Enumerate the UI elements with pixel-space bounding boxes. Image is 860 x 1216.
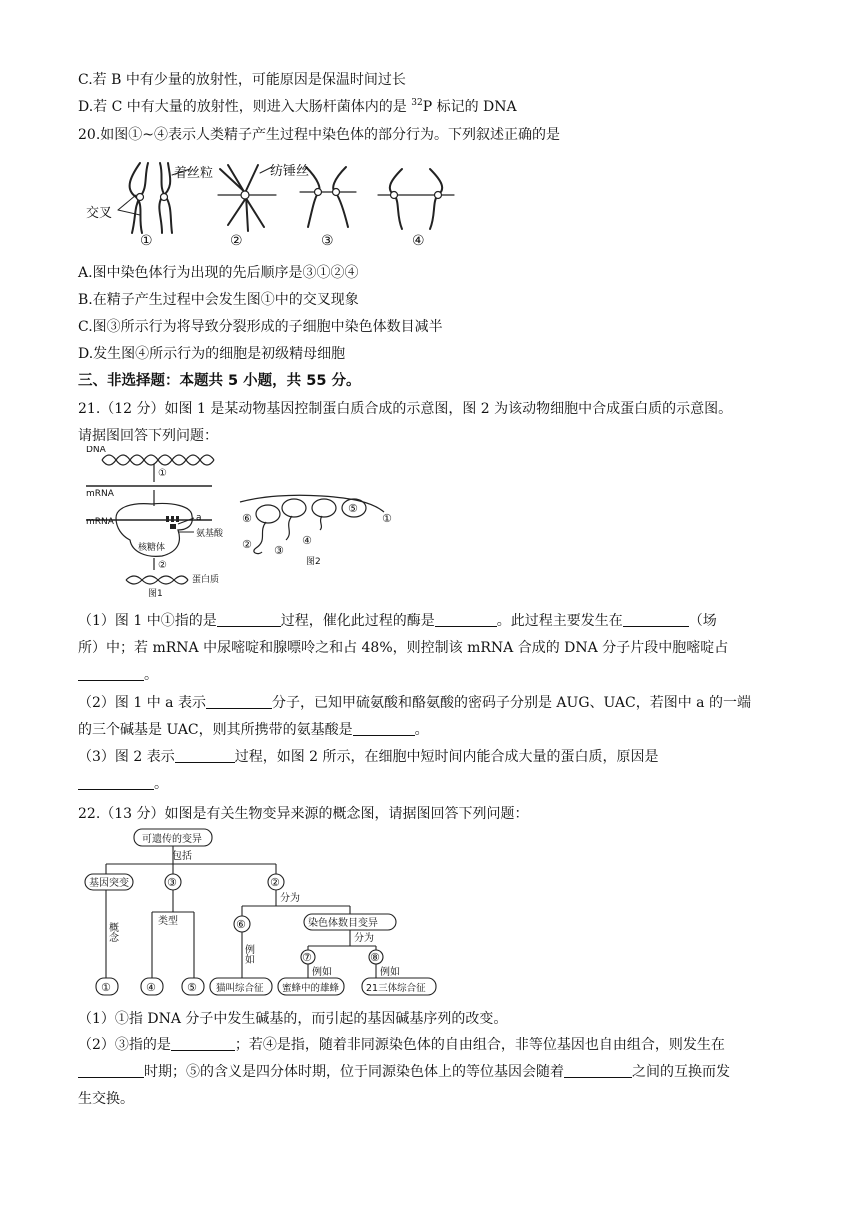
q21-p3-b: 过程，如图 2 所示，在细胞中短时间内能合成大量的蛋白质，原因是 — [234, 749, 659, 765]
q22-concept-map — [82, 826, 442, 1000]
node-5-label: ⑤ — [187, 981, 197, 994]
q21-p3-end: 。 — [154, 776, 168, 792]
q21-p2-c: 的三个碱基是 UAC，则其所携带的氨基酸是 — [78, 722, 353, 738]
fig2-ribosome-1 — [256, 505, 280, 523]
label-dna: DNA — [86, 446, 106, 455]
q22-p2-a: （2）③指的是 — [78, 1037, 171, 1053]
caption-fig-2: 图2 — [306, 557, 321, 567]
label-mrna-1: mRNA — [86, 489, 114, 499]
fig1-pointer-2 — [118, 210, 140, 215]
node-root-label: 可遗传的变异 — [142, 834, 202, 845]
trna-block-3 — [176, 516, 179, 522]
trna-block-1 — [166, 516, 169, 522]
fig4-chromosome-a — [390, 169, 402, 229]
fig2-peptide-1 — [254, 522, 266, 554]
fig4-chromosome-b — [430, 169, 442, 229]
answer-blank[interactable] — [78, 775, 154, 790]
fig-num-2: ② — [230, 233, 243, 249]
label-example-2: 例如 — [312, 967, 332, 978]
q21-p1-end: 。 — [144, 667, 158, 683]
q22-p2-c: 时期；⑤的含义是四分体时期，位于同源染色体上的等位基因会随着 — [144, 1064, 564, 1080]
fig-num-1: ① — [140, 233, 153, 249]
fig-num-3: ③ — [321, 233, 334, 249]
q21-stem-1: 21.（12 分）如图 1 是某动物基因控制蛋白质合成的示意图，图 2 为该动物细胞中合成蛋白质的示意图。 — [78, 401, 733, 417]
fig2-num-6: ⑥ — [242, 512, 252, 525]
q20-chromosome-figure — [78, 155, 458, 250]
q21-p1-e: 所）中；若 mRNA 中尿嘧啶和腺嘌呤之和占 48%，则控制该 mRNA 合成的 DNA 分子片段中胞嘧啶占 — [78, 640, 729, 656]
fig4-centromere-left — [391, 192, 398, 199]
node-1-label: ① — [101, 981, 111, 994]
q21-part-3 — [78, 744, 783, 798]
label-includes: 包括 — [172, 851, 192, 862]
q21-p1-c: 。此过程主要发生在 — [496, 613, 623, 629]
node-7-label: ⑦ — [302, 951, 312, 964]
label-divided-1: 分为 — [280, 893, 300, 904]
label-a: a — [196, 513, 202, 523]
node-4-label: ④ — [146, 981, 156, 994]
q20-option-c: C.图③所示行为将导致分裂形成的子细胞中染色体数目减半 — [78, 319, 443, 335]
fig2-ribosome-3 — [312, 499, 336, 517]
label-mrna-2: mRNA — [86, 517, 114, 527]
node-8-label: ⑧ — [370, 951, 380, 964]
q22-stem: 22.（13 分）如图是有关生物变异来源的概念图，请据图回答下列问题： — [78, 806, 529, 822]
q19-option-d — [78, 97, 517, 117]
q20-option-d: D.发生图④所示行为的细胞是初级精母细胞 — [78, 346, 346, 362]
q19-option-d-pre: D.若 C 中有大量的放射性，则进入大肠杆菌体内的是 — [78, 99, 412, 115]
label-example-1: 例如 — [242, 944, 254, 964]
label-protein: 蛋白质 — [192, 575, 220, 585]
node-2-label: ② — [270, 876, 280, 889]
fig2-num-4: ④ — [302, 534, 312, 547]
answer-blank[interactable] — [175, 748, 235, 763]
q19-option-d-post: P 标记的 DNA — [422, 99, 517, 115]
answer-blank[interactable] — [78, 1063, 144, 1078]
q22-p2-d: 之间的互换而发 — [632, 1064, 730, 1080]
node-3-label: ③ — [167, 876, 177, 889]
answer-blank[interactable] — [435, 612, 497, 627]
label-centromere: 着丝粒 — [174, 166, 214, 181]
fig1-centromere-right — [161, 194, 168, 201]
answer-blank[interactable] — [78, 666, 144, 681]
trna-block-2 — [171, 516, 174, 522]
q21-p2-a: （2）图 1 中 a 表示 — [78, 695, 206, 711]
answer-blank[interactable] — [171, 1036, 235, 1051]
q22-part-1: （1）①指 DNA 分子中发生碱基的，而引起的基因碱基序列的改变。 — [78, 1011, 508, 1027]
fig2-num-1: ① — [382, 512, 392, 525]
fig2-num-5: ⑤ — [348, 502, 358, 515]
q21-p2-b: 分子，已知甲硫氨酸和酪氨酸的密码子分别是 AUG、UAC，若图中 a 的一端 — [271, 695, 751, 711]
q21-stem-2: 请据图回答下列问题： — [78, 428, 218, 444]
fig2-ribosome-2 — [282, 499, 306, 517]
q22-p2-b: ；若④是指，随着非同源染色体的自由组合，非等位基因也自由组合，则发生在 — [234, 1037, 725, 1053]
label-step-1: ① — [158, 468, 167, 479]
q22-part-2 — [78, 1032, 783, 1113]
fig3-chromosome-b — [333, 167, 348, 227]
fig1-pointer-1 — [118, 195, 136, 210]
node-6-label: ⑥ — [236, 918, 246, 931]
label-spindle: 纺锤丝 — [270, 164, 310, 179]
q21-part-1 — [78, 608, 783, 689]
fig2-peptide-3 — [320, 516, 322, 530]
label-crossover: 交叉 — [86, 206, 113, 221]
label-ribosome: 核糖体 — [138, 543, 166, 553]
q21-part-2 — [78, 690, 783, 744]
fig2-num-3: ③ — [274, 544, 284, 557]
fig3-centromere-left — [315, 189, 322, 196]
label-divided-2: 分为 — [354, 933, 374, 944]
q19-option-d-sup: 32 — [411, 98, 423, 108]
answer-blank[interactable] — [206, 694, 272, 709]
q20-stem: 20.如图①~④表示人类精子产生过程中染色体的部分行为。下列叙述正确的是 — [78, 127, 560, 143]
caption-fig-1: 图1 — [148, 589, 163, 598]
fig3-centromere-right — [333, 189, 340, 196]
node-gene-mutation-label: 基因突变 — [89, 878, 129, 889]
answer-blank[interactable] — [623, 612, 689, 627]
q21-figure-2 — [232, 490, 404, 572]
q22-p2-e: 生交换。 — [78, 1091, 134, 1107]
node-cat-cry-label: 猫叫综合征 — [216, 983, 264, 994]
q19-option-c: C.若 B 中有少量的放射性，可能原因是保温时间过长 — [78, 72, 406, 88]
node-chrom-num-label: 染色体数目变异 — [308, 918, 378, 929]
trna-body — [170, 524, 176, 529]
fig2-num-2: ② — [242, 538, 252, 551]
q21-figure-1 — [82, 446, 232, 598]
fig-num-4: ④ — [412, 233, 425, 249]
q21-p1-d: （场 — [688, 613, 717, 629]
fig2-centromere — [241, 191, 249, 199]
answer-blank[interactable] — [217, 612, 281, 627]
answer-blank[interactable] — [353, 721, 415, 736]
section-heading: 三、非选择题：本题共 5 小题，共 55 分。 — [78, 373, 361, 389]
q20-option-b: B.在精子产生过程中会发生图①中的交叉现象 — [78, 292, 359, 308]
q21-p3-a: （3）图 2 表示 — [78, 749, 175, 765]
node-trisomy-label: 21三体综合征 — [366, 983, 426, 994]
node-drone-label: 蜜蜂中的雄蜂 — [282, 983, 340, 994]
fig1-centromere-left — [137, 194, 144, 201]
q21-p1-b: 过程，催化此过程的酶是 — [280, 613, 435, 629]
fig4-centromere-right — [435, 192, 442, 199]
answer-blank[interactable] — [564, 1063, 632, 1078]
fig2-peptide-2 — [286, 516, 292, 540]
q21-p1-a: （1）图 1 中①指的是 — [78, 613, 217, 629]
label-step-2: ② — [158, 560, 167, 571]
label-example-3: 例如 — [380, 967, 400, 978]
label-concept: 概念 — [106, 922, 118, 942]
q21-p2-end: 。 — [414, 722, 429, 738]
q20-option-a: A.图中染色体行为出现的先后顺序是③①②④ — [78, 265, 359, 281]
label-type: 类型 — [158, 916, 178, 927]
label-amino-acid: 氨基酸 — [196, 529, 224, 539]
